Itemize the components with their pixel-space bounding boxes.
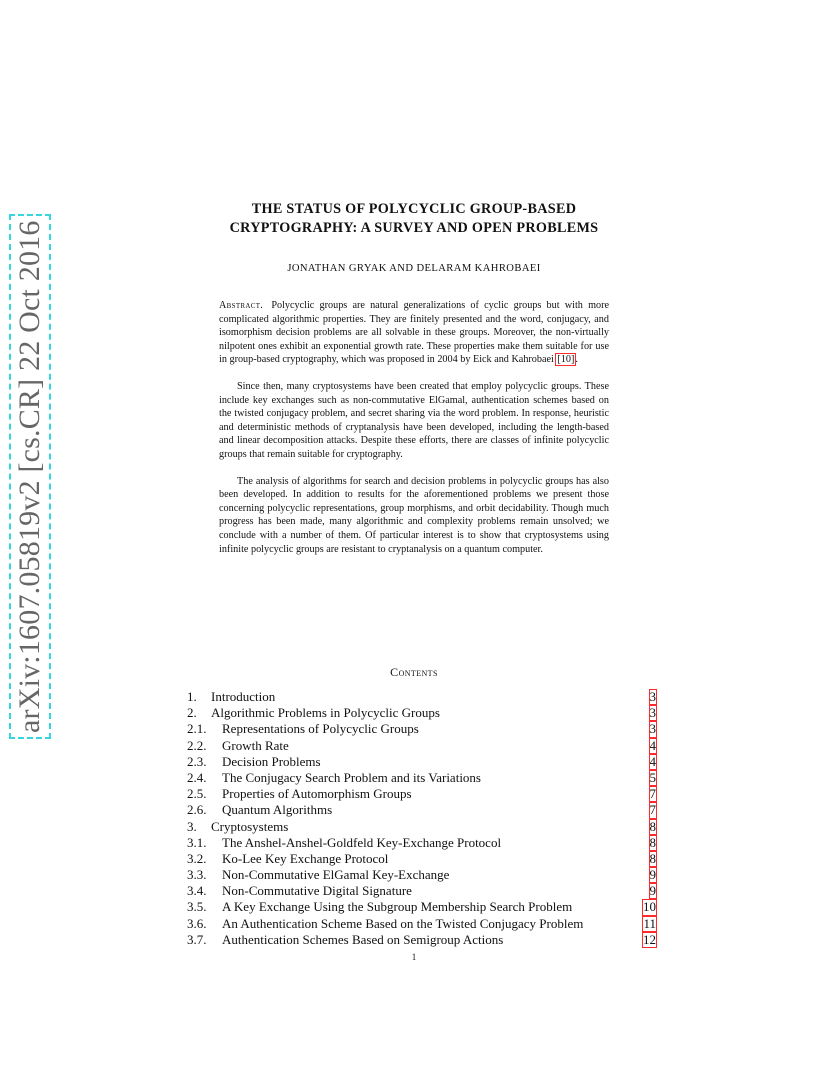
abstract xyxy=(219,299,609,569)
toc-entry-title: The Conjugacy Search Problem and its Variations xyxy=(222,769,481,785)
toc-entry-number: 3.1. xyxy=(187,834,207,850)
toc-entry-title: Growth Rate xyxy=(222,737,289,753)
toc-page-link[interactable]: 9 xyxy=(649,867,656,883)
toc-entry-number: 3.6. xyxy=(187,915,207,931)
author-list: JONATHAN GRYAK AND DELARAM KAHROBAEI xyxy=(287,263,541,274)
toc-page-link[interactable]: 5 xyxy=(649,769,656,785)
toc-entry-number: 2.3. xyxy=(187,753,207,769)
toc-entry[interactable] xyxy=(187,721,657,737)
table-of-contents xyxy=(187,689,657,948)
toc-entry-title: Authentication Schemes Based on Semigroup Actions xyxy=(222,931,504,947)
toc-page-link[interactable]: 8 xyxy=(649,850,656,866)
arxiv-side-stamp[interactable]: arXiv:1607.05819v2 [cs.CR] 22 Oct 2016 xyxy=(13,220,46,733)
toc-entry-number: 3.4. xyxy=(187,883,207,899)
abstract-label: Abstract. xyxy=(219,300,264,311)
toc-entry-title: The Anshel-Anshel-Goldfeld Key-Exchange Protocol xyxy=(222,834,502,850)
toc-entry-title: Introduction xyxy=(211,689,276,704)
toc-entry[interactable] xyxy=(187,738,657,754)
toc-page-link[interactable]: 12 xyxy=(643,931,656,947)
toc-entry[interactable] xyxy=(187,883,657,899)
toc-entry-title: An Authentication Scheme Based on the Twisted Conjugacy Problem xyxy=(222,915,584,931)
toc-entry-title: Properties of Automorphism Groups xyxy=(222,786,412,802)
toc-entry[interactable] xyxy=(187,916,657,932)
toc-entry[interactable] xyxy=(187,705,657,721)
toc-entry[interactable] xyxy=(187,867,657,883)
toc-page-link[interactable]: 9 xyxy=(649,883,656,899)
toc-entry-title: Non-Commutative Digital Signature xyxy=(222,883,412,899)
toc-entry[interactable] xyxy=(187,835,657,851)
abstract-paragraph-3: The analysis of algorithms for search and decision problems in polycyclic groups has also been developed. In addition to results for the aforementioned problems we present those concerning polycyclic representations, group morphisms, and orbit decidability. Though much progress has been made, many algorithmic and complexity problems remain unsolved; we conclude with a number of them. Of particular interest is to show that cryptosystems using infinite polycyclic groups are resistant to cryptanalysis on a quantum computer. xyxy=(219,475,609,555)
paper-title xyxy=(150,200,678,237)
toc-page-link[interactable]: 3 xyxy=(649,721,656,737)
title-line-1: THE STATUS OF POLYCYCLIC GROUP-BASED xyxy=(251,201,577,217)
toc-page-link[interactable]: 4 xyxy=(649,737,656,753)
toc-page-link[interactable]: 8 xyxy=(649,818,656,834)
toc-entry[interactable] xyxy=(187,819,657,835)
toc-entry-number: 3.3. xyxy=(187,867,207,883)
toc-entry-number: 3. xyxy=(187,818,197,834)
abstract-paragraph-2: Since then, many cryptosystems have been created that employ polycyclic groups. These include key exchanges such as non-commutative ElGamal, authentication schemes based on the twisted conjugacy problem, and secret sharing via the word problem. In response, heuristic and deterministic methods of cryptanalysis have been developed, including the length-based and linear decomposition attacks. Despite these efforts, there are classes of infinite polycyclic groups that remain suitable for cryptography. xyxy=(219,380,609,460)
toc-entry-title: Non-Commutative ElGamal Key-Exchange xyxy=(222,867,450,883)
toc-entry-number: 2. xyxy=(187,705,197,721)
citation-link[interactable]: [10] xyxy=(557,354,575,366)
toc-page-link[interactable]: 4 xyxy=(649,753,656,769)
abstract-p1-end: . xyxy=(575,354,578,366)
toc-page-link[interactable]: 3 xyxy=(649,689,656,704)
toc-entry-title: Cryptosystems xyxy=(211,818,289,834)
toc-entry-number: 1. xyxy=(187,689,197,704)
toc-entry-title: Quantum Algorithms xyxy=(222,802,333,818)
toc-page-link[interactable]: 3 xyxy=(649,705,656,721)
toc-entry-number: 2.4. xyxy=(187,769,207,785)
abstract-paragraph-1 xyxy=(219,299,609,367)
toc-entry-title: Ko-Lee Key Exchange Protocol xyxy=(222,850,389,866)
toc-page-link[interactable]: 7 xyxy=(649,802,656,818)
toc-entry[interactable] xyxy=(187,802,657,818)
toc-page-link[interactable]: 11 xyxy=(643,915,656,931)
toc-entry[interactable] xyxy=(187,899,657,915)
title-line-2: CRYPTOGRAPHY: A SURVEY AND OPEN PROBLEMS xyxy=(229,219,599,236)
toc-entry[interactable] xyxy=(187,851,657,867)
toc-entry-number: 3.7. xyxy=(187,931,207,947)
toc-entry-title: Decision Problems xyxy=(222,753,321,769)
toc-page-link[interactable]: 8 xyxy=(649,834,656,850)
toc-entry-title: Algorithmic Problems in Polycyclic Groups xyxy=(211,705,440,721)
toc-entry[interactable] xyxy=(187,932,657,948)
contents-heading: Contents xyxy=(390,665,438,679)
toc-entry-number: 2.6. xyxy=(187,802,207,818)
toc-entry[interactable] xyxy=(187,770,657,786)
abstract-p1-text: Polycyclic groups are natural generalizations of cyclic groups but with more complicated algorithmic properties. They are finitely presented and the word, conjugacy, and isomorphism decision problems are all solvable in these groups. Moreover, the non-virtually nilpotent ones exhibit an exponential growth rate. These properties make them suitable for use in group-based cryptography, which was proposed in 2004 by Eick and Kahrobaei xyxy=(219,300,610,366)
toc-page-link[interactable]: 10 xyxy=(643,899,656,915)
toc-entry-number: 2.1. xyxy=(187,721,207,737)
toc-entry-title: A Key Exchange Using the Subgroup Membership Search Problem xyxy=(222,899,573,915)
toc-entry-title: Representations of Polycyclic Groups xyxy=(222,721,419,737)
toc-entry-number: 2.2. xyxy=(187,737,207,753)
toc-entry[interactable] xyxy=(187,754,657,770)
toc-page-link[interactable]: 7 xyxy=(649,786,656,802)
toc-entry[interactable] xyxy=(187,689,657,705)
toc-entry[interactable] xyxy=(187,786,657,802)
toc-entry-number: 3.5. xyxy=(187,899,207,915)
toc-entry-number: 2.5. xyxy=(187,786,207,802)
toc-entry-number: 3.2. xyxy=(187,850,207,866)
page-number: 1 xyxy=(411,952,417,962)
